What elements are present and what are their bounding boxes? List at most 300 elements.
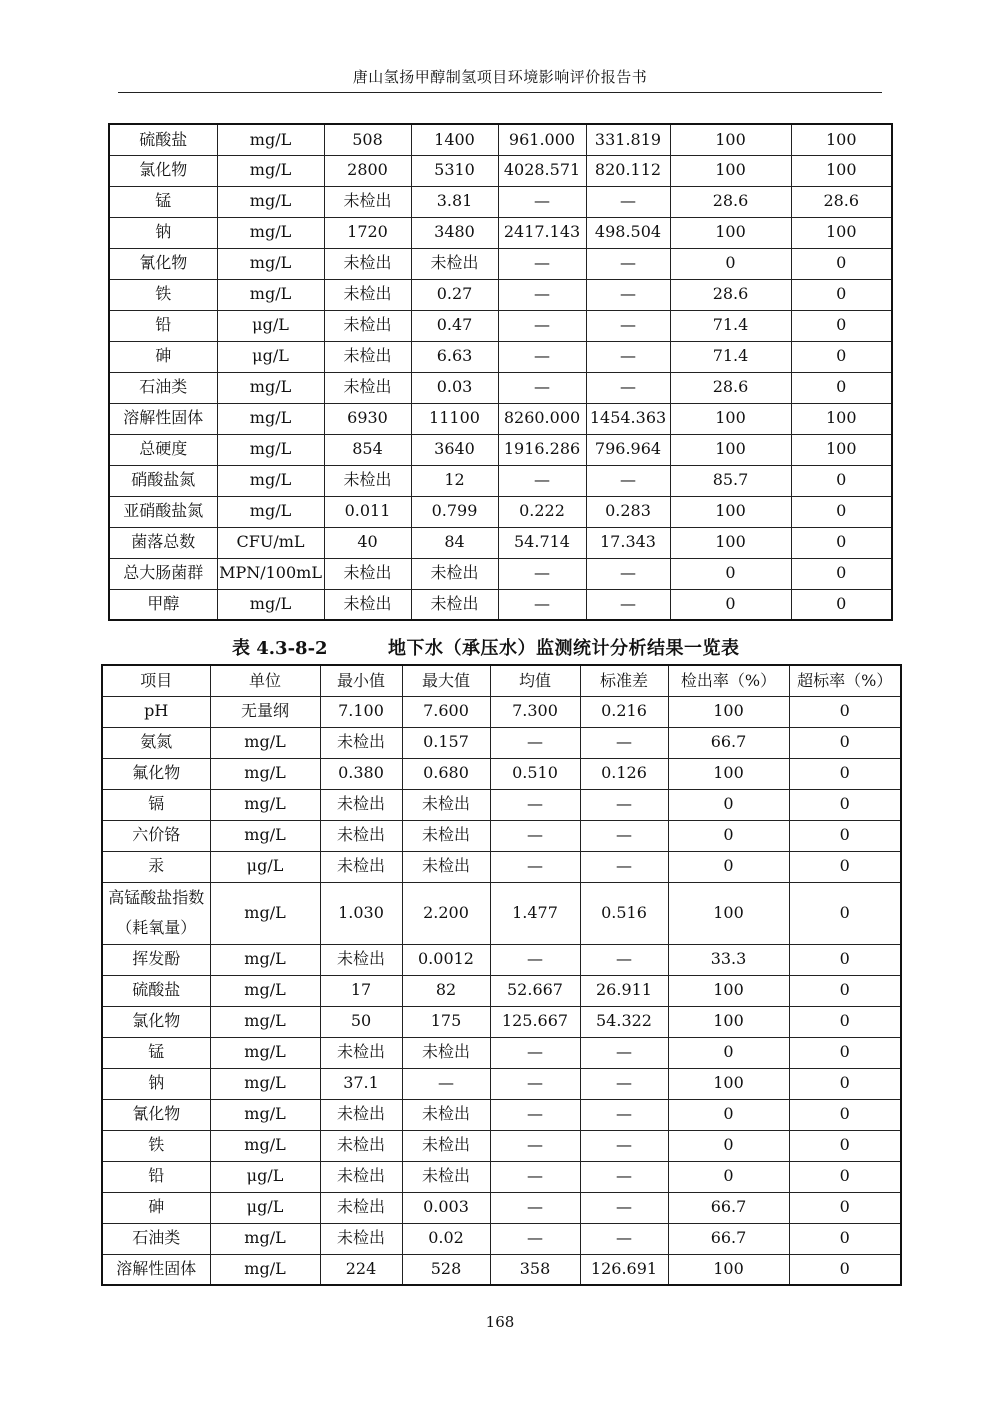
table-cell: mg/L: [217, 217, 324, 248]
table-cell: 未检出: [411, 248, 498, 279]
table-cell: 100: [670, 155, 791, 186]
table-cell: 40: [324, 527, 411, 558]
table-row: [109, 124, 892, 155]
table-cell: mg/L: [217, 589, 324, 620]
table-cell: mg/L: [210, 1037, 320, 1068]
table-cell: 0: [789, 820, 901, 851]
table-cell: μg/L: [210, 851, 320, 882]
table-cell: 未检出: [402, 820, 490, 851]
table-row: [102, 1006, 901, 1037]
table-cell: 508: [324, 124, 411, 155]
table-cell: 0: [791, 310, 892, 341]
row-item-name: 硫酸盐: [102, 975, 210, 1006]
table-caption: [0, 632, 1000, 658]
table-cell: 66.7: [668, 1192, 789, 1223]
row-item-name: 氰化物: [109, 248, 217, 279]
row-item-name: 铁: [109, 279, 217, 310]
table-row: [109, 372, 892, 403]
table-cell: mg/L: [210, 1130, 320, 1161]
table-cell: 0: [789, 1068, 901, 1099]
row-item-name: 砷: [102, 1192, 210, 1223]
table-row: [109, 403, 892, 434]
table-row: [109, 248, 892, 279]
table-cell: —: [580, 1192, 668, 1223]
table-cell: —: [580, 1161, 668, 1192]
column-header: 最大值: [402, 665, 490, 696]
table-cell: 0: [789, 1161, 901, 1192]
table-cell: 未检出: [324, 310, 411, 341]
table-cell: 3640: [411, 434, 498, 465]
table-cell: 0: [789, 944, 901, 975]
table-cell: 0: [789, 727, 901, 758]
table-cell: —: [580, 789, 668, 820]
table-cell: 1.477: [490, 882, 580, 944]
table-cell: μg/L: [217, 341, 324, 372]
table-cell: 100: [670, 527, 791, 558]
table-cell: 0.510: [490, 758, 580, 789]
table-cell: 820.112: [586, 155, 670, 186]
table-row: [102, 975, 901, 1006]
table-row: [102, 1068, 901, 1099]
table-cell: 0: [791, 279, 892, 310]
table-cell: 1720: [324, 217, 411, 248]
row-item-name: 甲醇: [109, 589, 217, 620]
table-cell: 100: [668, 882, 789, 944]
table-header-row: [102, 665, 901, 696]
table-cell: 85.7: [670, 465, 791, 496]
row-item-name: 六价铬: [102, 820, 210, 851]
table-cell: 12: [411, 465, 498, 496]
table-cell: mg/L: [217, 496, 324, 527]
table-cell: mg/L: [210, 944, 320, 975]
table-cell: 未检出: [320, 1161, 402, 1192]
table-cell: 未检出: [320, 820, 402, 851]
row-item-name: 氯化物: [102, 1006, 210, 1037]
table-cell: 未检出: [324, 558, 411, 589]
row-item-name: 锰: [102, 1037, 210, 1068]
confined-water-stats-table: [101, 664, 902, 1286]
table-cell: 50: [320, 1006, 402, 1037]
table-cell: 100: [791, 403, 892, 434]
row-item-name: 溶解性固体: [102, 1254, 210, 1285]
table-cell: —: [580, 1130, 668, 1161]
table-cell: 未检出: [324, 341, 411, 372]
table-cell: 854: [324, 434, 411, 465]
row-item-name: 总硬度: [109, 434, 217, 465]
table-cell: —: [498, 310, 586, 341]
table-row: [102, 1254, 901, 1285]
table-cell: 未检出: [402, 1037, 490, 1068]
table-cell: 未检出: [411, 589, 498, 620]
table-cell: 3480: [411, 217, 498, 248]
table-cell: 175: [402, 1006, 490, 1037]
table-cell: 961.000: [498, 124, 586, 155]
table-cell: mg/L: [217, 124, 324, 155]
table-cell: 0.003: [402, 1192, 490, 1223]
row-item-name: 石油类: [109, 372, 217, 403]
table-cell: 0: [668, 789, 789, 820]
table-cell: MPN/100mL: [217, 558, 324, 589]
table-cell: —: [580, 1068, 668, 1099]
table-cell: —: [586, 589, 670, 620]
table-row: [102, 1223, 901, 1254]
page-number: 168: [485, 1313, 515, 1331]
table-cell: 未检出: [324, 248, 411, 279]
table-cell: 未检出: [402, 789, 490, 820]
table-cell: 0: [668, 1099, 789, 1130]
table-row: [109, 558, 892, 589]
table-cell: 1.030: [320, 882, 402, 944]
table-cell: 未检出: [320, 1099, 402, 1130]
row-item-name: 镉: [102, 789, 210, 820]
column-header: 最小值: [320, 665, 402, 696]
table-cell: 0: [670, 558, 791, 589]
table-row: [102, 851, 901, 882]
column-header: 检出率（%）: [668, 665, 789, 696]
table-cell: mg/L: [217, 186, 324, 217]
table-cell: 未检出: [402, 851, 490, 882]
table-cell: 100: [791, 155, 892, 186]
table-cell: 0: [791, 465, 892, 496]
table-cell: mg/L: [210, 1223, 320, 1254]
row-item-name: 氨氮: [102, 727, 210, 758]
table-cell: 未检出: [324, 186, 411, 217]
table-row: [102, 1099, 901, 1130]
table-cell: 100: [791, 434, 892, 465]
table-row: [102, 820, 901, 851]
table-row: [109, 217, 892, 248]
table-row: [102, 1161, 901, 1192]
table-cell: 66.7: [668, 1223, 789, 1254]
table-cell: —: [402, 1068, 490, 1099]
table-cell: 8260.000: [498, 403, 586, 434]
table-cell: 0.516: [580, 882, 668, 944]
table-cell: —: [586, 558, 670, 589]
row-item-name: 锰: [109, 186, 217, 217]
table-cell: mg/L: [217, 372, 324, 403]
row-item-name: 汞: [102, 851, 210, 882]
table-cell: mg/L: [210, 820, 320, 851]
table-cell: 0.0012: [402, 944, 490, 975]
table-row: [102, 944, 901, 975]
table-cell: mg/L: [210, 1068, 320, 1099]
table-cell: 0: [789, 696, 901, 727]
table-cell: 0.03: [411, 372, 498, 403]
table-cell: —: [580, 1037, 668, 1068]
table-cell: 100: [668, 1006, 789, 1037]
table-cell: 0: [789, 1130, 901, 1161]
table-row: [109, 496, 892, 527]
table-cell: —: [498, 465, 586, 496]
table-cell: —: [490, 944, 580, 975]
table-cell: —: [498, 279, 586, 310]
table-cell: 0: [668, 820, 789, 851]
table-cell: 0.799: [411, 496, 498, 527]
table-cell: 未检出: [324, 589, 411, 620]
table-cell: —: [498, 589, 586, 620]
table-cell: 0: [791, 527, 892, 558]
table-cell: 未检出: [320, 727, 402, 758]
table-cell: 100: [791, 124, 892, 155]
table-cell: 37.1: [320, 1068, 402, 1099]
table-cell: mg/L: [210, 975, 320, 1006]
table-cell: —: [580, 820, 668, 851]
table-cell: —: [490, 1223, 580, 1254]
table-cell: μg/L: [217, 310, 324, 341]
row-item-name: 氰化物: [102, 1099, 210, 1130]
row-item-name: 铁: [102, 1130, 210, 1161]
table-cell: —: [580, 944, 668, 975]
table-cell: 126.691: [580, 1254, 668, 1285]
column-header: 超标率（%）: [789, 665, 901, 696]
table-cell: 未检出: [320, 944, 402, 975]
table-cell: mg/L: [217, 248, 324, 279]
table-cell: 54.714: [498, 527, 586, 558]
table-cell: 0: [789, 789, 901, 820]
table-cell: 7.600: [402, 696, 490, 727]
row-item-name: 铅: [102, 1161, 210, 1192]
table-cell: 100: [668, 758, 789, 789]
table-cell: 0.222: [498, 496, 586, 527]
table-cell: 未检出: [320, 789, 402, 820]
table-cell: 54.322: [580, 1006, 668, 1037]
table-cell: 224: [320, 1254, 402, 1285]
row-item-name: 钠: [102, 1068, 210, 1099]
table-cell: —: [580, 1099, 668, 1130]
table-cell: 0: [791, 558, 892, 589]
table-cell: —: [498, 248, 586, 279]
table-cell: 100: [668, 1068, 789, 1099]
table-cell: —: [490, 1192, 580, 1223]
table-cell: 7.100: [320, 696, 402, 727]
table-cell: 0: [791, 372, 892, 403]
table-row: [109, 465, 892, 496]
row-item-name: 挥发酚: [102, 944, 210, 975]
table-row: [102, 758, 901, 789]
table-cell: 11100: [411, 403, 498, 434]
column-header: 标准差: [580, 665, 668, 696]
table-cell: 未检出: [320, 1223, 402, 1254]
table-cell: —: [580, 851, 668, 882]
row-item-name: pH: [102, 696, 210, 727]
table-cell: mg/L: [210, 1006, 320, 1037]
table-cell: —: [490, 1099, 580, 1130]
table-cell: —: [490, 851, 580, 882]
table-cell: 100: [791, 217, 892, 248]
row-item-name: 氟化物: [102, 758, 210, 789]
table-cell: 0: [789, 975, 901, 1006]
table-cell: 100: [670, 217, 791, 248]
table-cell: mg/L: [217, 434, 324, 465]
table-cell: 未检出: [320, 1037, 402, 1068]
table-cell: 100: [670, 434, 791, 465]
table-cell: mg/L: [217, 403, 324, 434]
row-item-name: 硫酸盐: [109, 124, 217, 155]
table-cell: 0.02: [402, 1223, 490, 1254]
table-cell: 未检出: [324, 279, 411, 310]
document-header-title: 唐山氢扬甲醇制氢项目环境影响评价报告书: [352, 68, 648, 86]
table-cell: 52.667: [490, 975, 580, 1006]
table-cell: mg/L: [210, 758, 320, 789]
table-cell: 71.4: [670, 310, 791, 341]
table-cell: mg/L: [210, 727, 320, 758]
table-cell: 498.504: [586, 217, 670, 248]
table-cell: 未检出: [402, 1099, 490, 1130]
table-row: [102, 696, 901, 727]
table-cell: 0.27: [411, 279, 498, 310]
table-cell: —: [586, 465, 670, 496]
row-item-name: 硝酸盐氮: [109, 465, 217, 496]
table-cell: 125.667: [490, 1006, 580, 1037]
table-row: [109, 341, 892, 372]
table-cell: 17: [320, 975, 402, 1006]
table-cell: 0: [668, 851, 789, 882]
table-cell: 100: [668, 1254, 789, 1285]
table-row: [102, 727, 901, 758]
table-cell: mg/L: [210, 1099, 320, 1130]
table-cell: —: [498, 558, 586, 589]
table-cell: 331.819: [586, 124, 670, 155]
table-cell: 4028.571: [498, 155, 586, 186]
table-cell: 未检出: [324, 465, 411, 496]
table-cell: 0: [789, 1223, 901, 1254]
table-cell: 0: [791, 341, 892, 372]
row-item-name: 石油类: [102, 1223, 210, 1254]
table-cell: —: [586, 341, 670, 372]
header-divider: [118, 92, 882, 93]
table-cell: mg/L: [210, 882, 320, 944]
table-cell: 0: [789, 1006, 901, 1037]
table-caption-number: 表 4.3-8-2: [232, 638, 328, 659]
column-header: 均值: [490, 665, 580, 696]
table-cell: 0: [789, 1192, 901, 1223]
table-cell: 5310: [411, 155, 498, 186]
table-cell: 未检出: [411, 558, 498, 589]
column-header: 单位: [210, 665, 320, 696]
table-cell: 0: [789, 1037, 901, 1068]
table-cell: 1454.363: [586, 403, 670, 434]
table-cell: 未检出: [320, 1192, 402, 1223]
row-item-name: 砷: [109, 341, 217, 372]
table-row: [102, 1037, 901, 1068]
table-cell: 3.81: [411, 186, 498, 217]
table-cell: 0: [789, 1099, 901, 1130]
table-cell: 100: [670, 496, 791, 527]
table-cell: 0: [789, 758, 901, 789]
row-item-name: 总大肠菌群: [109, 558, 217, 589]
table-cell: 6.63: [411, 341, 498, 372]
row-item-name: 菌落总数: [109, 527, 217, 558]
table-cell: 7.300: [490, 696, 580, 727]
table-row: [109, 527, 892, 558]
table-row: [109, 310, 892, 341]
table-cell: mg/L: [217, 465, 324, 496]
table-cell: —: [586, 372, 670, 403]
table-cell: 100: [668, 696, 789, 727]
table-cell: —: [498, 186, 586, 217]
table-cell: mg/L: [210, 1254, 320, 1285]
table-row: [109, 279, 892, 310]
table-cell: —: [490, 1161, 580, 1192]
table-row: [109, 589, 892, 620]
table-row: [102, 789, 901, 820]
table-cell: 0: [789, 851, 901, 882]
row-item-name: 溶解性固体: [109, 403, 217, 434]
table-cell: 未检出: [320, 851, 402, 882]
table-cell: —: [586, 186, 670, 217]
table-cell: 33.3: [668, 944, 789, 975]
table-row: [109, 434, 892, 465]
table-cell: 1916.286: [498, 434, 586, 465]
table-cell: 796.964: [586, 434, 670, 465]
table-cell: 84: [411, 527, 498, 558]
table-cell: 2.200: [402, 882, 490, 944]
table-cell: 0.680: [402, 758, 490, 789]
table-cell: —: [586, 279, 670, 310]
table-cell: 0: [789, 1254, 901, 1285]
table-cell: 100: [670, 124, 791, 155]
table-row: [109, 155, 892, 186]
table-cell: 未检出: [402, 1130, 490, 1161]
table-cell: 528: [402, 1254, 490, 1285]
table-cell: 0: [791, 589, 892, 620]
table-cell: mg/L: [217, 155, 324, 186]
table-row: [102, 1192, 901, 1223]
phreatic-water-stats-table-continued: [108, 123, 893, 621]
table-cell: 28.6: [791, 186, 892, 217]
column-header: 项目: [102, 665, 210, 696]
table-cell: 0: [668, 1037, 789, 1068]
row-item-name: 氯化物: [109, 155, 217, 186]
table-cell: —: [586, 248, 670, 279]
row-item-name: 高锰酸盐指数（耗氧量）: [102, 882, 210, 944]
table-cell: 2800: [324, 155, 411, 186]
table-cell: μg/L: [210, 1161, 320, 1192]
table-row: [109, 186, 892, 217]
table-cell: 0: [670, 589, 791, 620]
table-cell: —: [490, 1068, 580, 1099]
table-cell: CFU/mL: [217, 527, 324, 558]
table-cell: mg/L: [210, 789, 320, 820]
table-cell: —: [498, 341, 586, 372]
table-cell: 0.216: [580, 696, 668, 727]
table-cell: 0.380: [320, 758, 402, 789]
table-cell: 358: [490, 1254, 580, 1285]
row-item-name: 铅: [109, 310, 217, 341]
table-cell: μg/L: [210, 1192, 320, 1223]
table-cell: —: [490, 1130, 580, 1161]
table-cell: 0: [791, 248, 892, 279]
table-cell: 6930: [324, 403, 411, 434]
table-cell: —: [490, 789, 580, 820]
table-cell: mg/L: [217, 279, 324, 310]
table-cell: 100: [670, 403, 791, 434]
table-cell: 未检出: [320, 1130, 402, 1161]
table-cell: 28.6: [670, 279, 791, 310]
table-cell: 2417.143: [498, 217, 586, 248]
table-cell: —: [580, 727, 668, 758]
table-cell: —: [490, 727, 580, 758]
table-cell: 0: [668, 1161, 789, 1192]
table-cell: 0.011: [324, 496, 411, 527]
table-cell: 28.6: [670, 372, 791, 403]
table-cell: 82: [402, 975, 490, 1006]
table-cell: 0.126: [580, 758, 668, 789]
table-cell: —: [490, 1037, 580, 1068]
table-caption-title: 地下水（承压水）监测统计分析结果一览表: [388, 638, 740, 659]
table-cell: —: [490, 820, 580, 851]
table-cell: 0.47: [411, 310, 498, 341]
